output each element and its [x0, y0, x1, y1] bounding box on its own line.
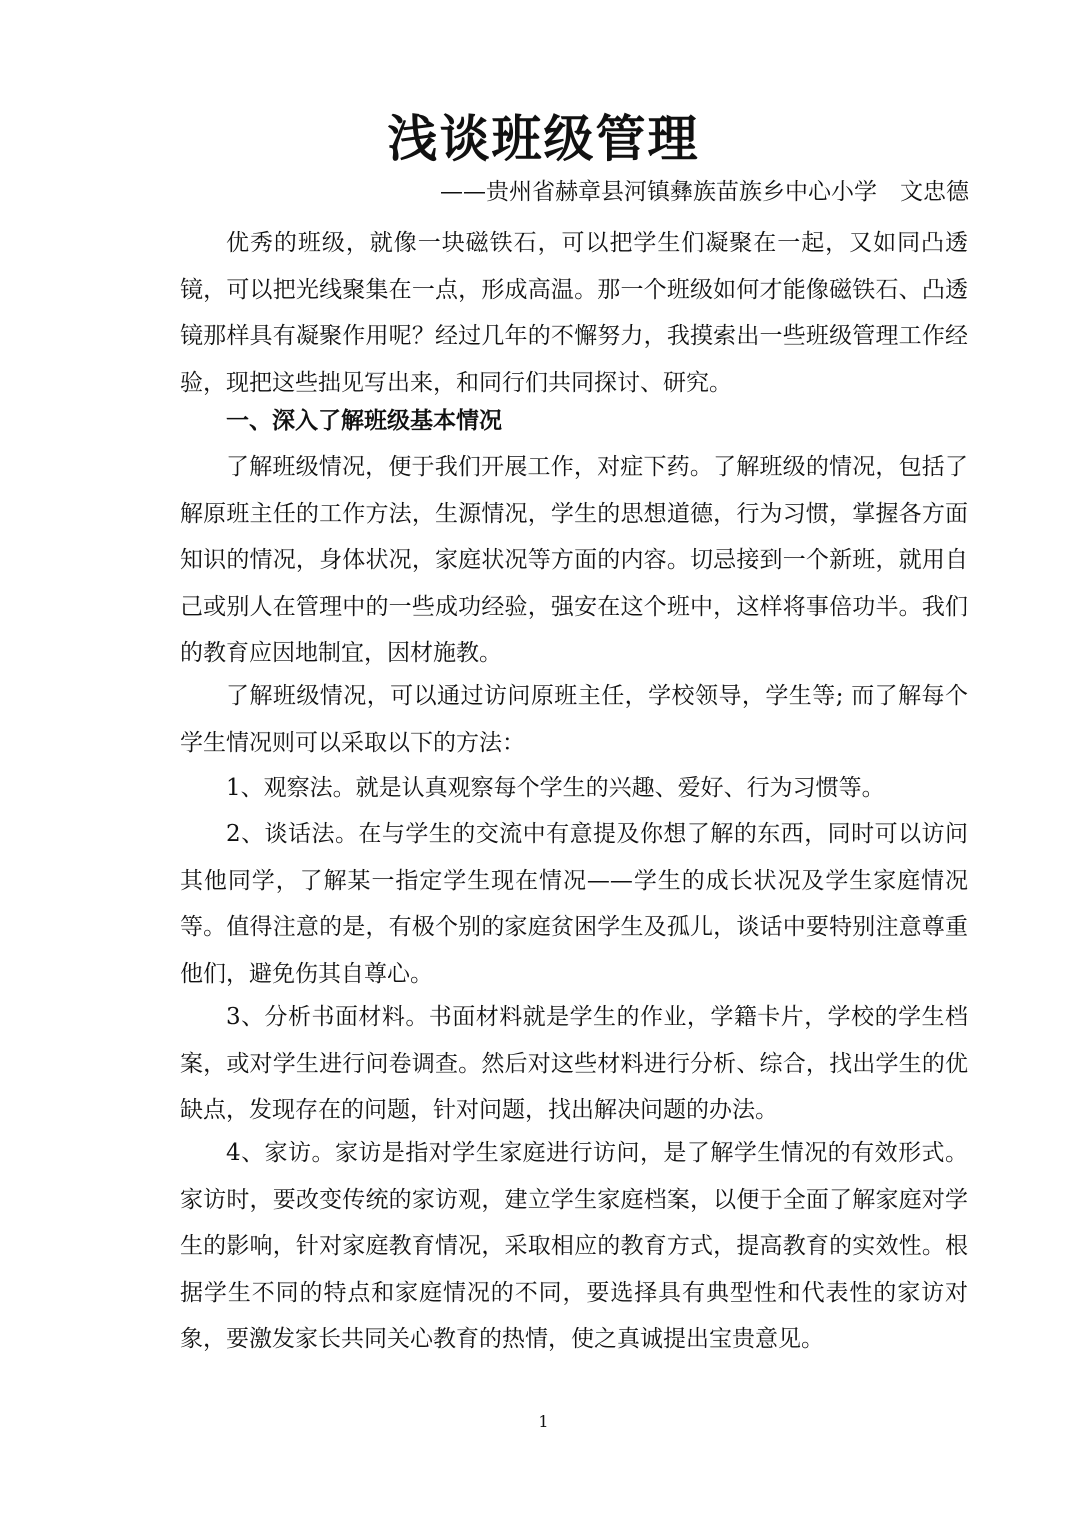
list-item-observation: 1、观察法。就是认真观察每个学生的兴趣、爱好、行为习惯等。 — [226, 775, 885, 801]
intro-paragraph: 优秀的班级，就像一块磁铁石，可以把学生们凝聚在一起，又如同凸透镜，可以把光线聚集在一点，形成高温。那一个班级如何才能像磁铁石、凸透镜那样具有凝聚作用呢？经过几年的不懈努力，我摸索出一些班级管理工作经验，现把这些拙见写出来，和同行们共同探讨、研究。 — [180, 230, 968, 396]
list-item-home-visit: 4、家访。家访是指对学生家庭进行访问，是了解学生情况的有效形式。家访时，要改变传统的家访观，建立学生家庭档案，以便于全面了解家庭对学生的影响，针对家庭教育情况，采取相应的教育方式，提高教育的实效性。根据学生不同的特点和家庭情况的不同，要选择具有典型性和代表性的家访对象，要激发家长共同关心教育的热情，使之真诚提出宝贵意见。 — [180, 1140, 968, 1353]
list-item-conversation: 2、谈话法。在与学生的交流中有意提及你想了解的东西，同时可以访问其他同学，了解某一指定学生现在情况——学生的成长状况及学生家庭情况等。值得注意的是，有极个别的家庭贫困学生及孤儿，谈话中要特别注意尊重他们，避免伤其自尊心。 — [180, 821, 968, 987]
page-number: 1 — [538, 1412, 549, 1431]
body-paragraph: 了解班级情况，便于我们开展工作，对症下药。了解班级的情况，包括了解原班主任的工作方法，生源情况，学生的思想道德，行为习惯，掌握各方面知识的情况，身体状况，家庭状况等方面的内容。切忌接到一个新班，就用自己或别人在管理中的一些成功经验，强安在这个班中，这样将事倍功半。我们的教育应因地制宜，因材施教。 — [180, 454, 968, 667]
body-paragraph: 了解班级情况，可以通过访问原班主任，学校领导，学生等; 而了解每个学生情况则可以采取以下的方法： — [180, 683, 968, 756]
section-heading: 一、深入了解班级基本情况 — [226, 407, 502, 434]
list-item-written-materials: 3、分析书面材料。书面材料就是学生的作业，学籍卡片，学校的学生档案，或对学生进行问卷调查。然后对这些材料进行分析、综合，找出学生的优缺点，发现存在的问题，针对问题，找出解决问题的办法。 — [180, 1004, 968, 1124]
author-byline: ——贵州省赫章县河镇彝族苗族乡中心小学 文忠德 — [440, 179, 969, 205]
document-title: 浅谈班级管理 — [387, 109, 700, 168]
